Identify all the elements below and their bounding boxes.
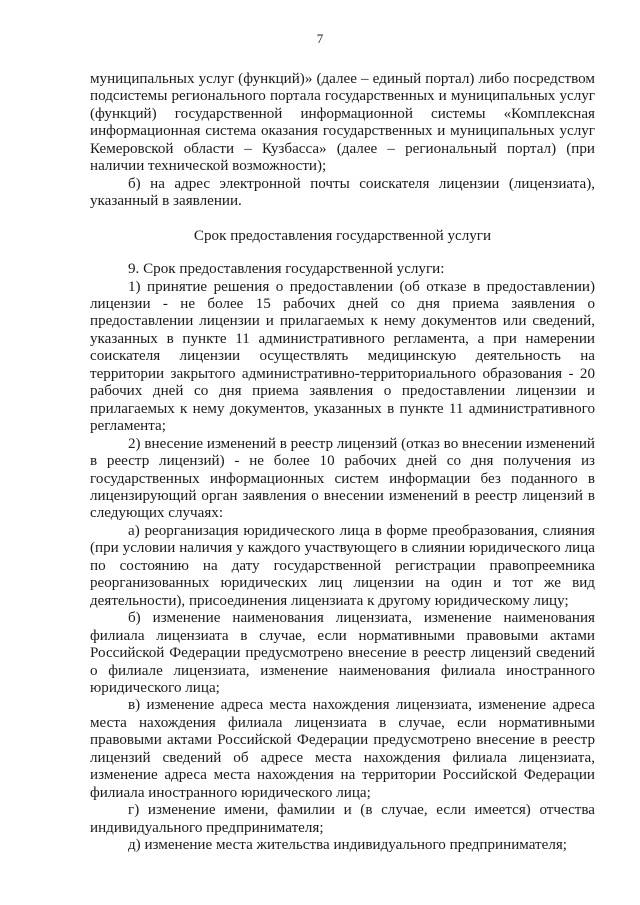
paragraph-registry-changes: 2) внесение изменений в реестр лицензий (отказ во внесении изменений в реестр лицензий) - не более 10 рабочих дней со дня получения из государственных информационных систем информации без поданного в лицензирующий орган заявления о внесении изменений в реестр лицензий в следующих случаях: xyxy=(90,435,595,522)
paragraph-entrepreneur-name-change: г) изменение имени, фамилии и (в случае, если имеется) отчества индивидуального предпринимателя; xyxy=(90,802,595,836)
section-title: Срок предоставления государственной услуги xyxy=(193,227,492,244)
paragraph-email-address: б) на адрес электронной почты соискателя лицензии (лицензиата), указанный в заявлении. xyxy=(90,175,595,210)
paragraph-reorganization: а) реорганизация юридического лица в форме преобразования, слияния (при условии наличия у каждого участвующего в слиянии юридического лица по состоянию на дату государственной регистрации правопреемника реорганизованных юридических лиц лицензии на один и тот же вид деятельности), присоединения лицензиата к другому юридическому лицу; xyxy=(90,522,595,609)
paragraph-unified-portal: муниципальных услуг (функций)» (далее – единый портал) либо посредством подсистемы регионального портала государственных и муниципальных услуг (функций) государственной информационной системы «Комплексная информационная система оказания государственных и муниципальных услуг Кемеровской области – Кузбасса» (далее – региональный портал) (при наличии технической возможности); xyxy=(90,71,595,175)
paragraph-name-change: б) изменение наименования лицензиата, изменение наименования филиала лицензиата в случае, если нормативными правовыми актами Российской Федерации предусмотрено внесение в реестр лицензий сведений о филиале лицензиата, изменение наименования филиала иностранного юридического лица; xyxy=(90,610,595,696)
paragraph-service-term-intro: 9. Срок предоставления государственной услуги: xyxy=(128,261,445,278)
document-body xyxy=(90,71,595,854)
paragraph-residence-change: д) изменение места жительства индивидуального предпринимателя; xyxy=(128,837,567,854)
page-number: 7 xyxy=(316,31,324,46)
paragraph-address-change: в) изменение адреса места нахождения лицензиата, изменение адреса места нахождения филиала лицензиата в случае, если нормативными правовыми актами Российской Федерации предусмотрено внесение в реестр лицензий сведений об адресе места нахождения филиала лицензиата, изменение адреса места нахождения на территории Российской Федерации филиала иностранного юридического лица; xyxy=(90,697,595,801)
paragraph-license-decision: 1) принятие решения о предоставлении (об отказе в предоставлении) лицензии - не более 15 рабочих дней со дня приема заявления о предоставлении лицензии и прилагаемых к нему документов или сведений, указанных в пункте 11 административного регламента, а при намерении соискателя лицензии осуществлять медицинскую деятельность на территории закрытого административно-территориального образования - 20 рабочих дней со дня приема заявления о предоставлении лицензии и прилагаемых к нему документов, указанных в пункте 11 административного регламента; xyxy=(90,278,595,435)
